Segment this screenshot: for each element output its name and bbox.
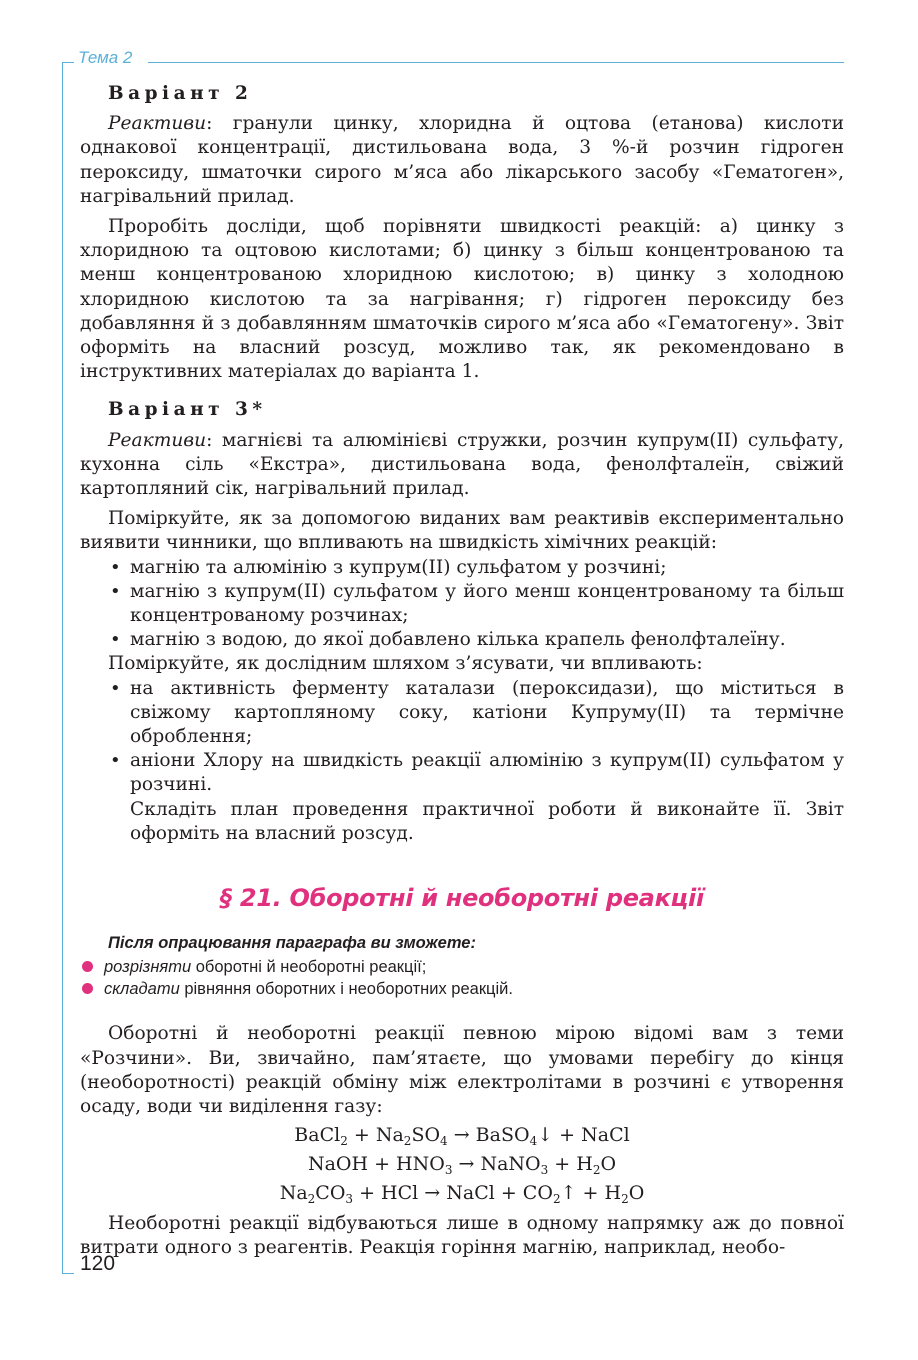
bullet-icon: • bbox=[110, 677, 121, 699]
learning-outcomes bbox=[80, 932, 844, 1000]
bullet-icon: • bbox=[110, 750, 121, 772]
variant-3-title: Варіант 3* bbox=[108, 399, 267, 421]
bullet-icon: • bbox=[110, 556, 121, 578]
variant-3-question-2: Поміркуйте, як дослідним шляхом з’ясувати, чи впливають: bbox=[108, 653, 703, 675]
variant-3-plan: Складіть план проведення практичної роботи й виконайте її. Звіт оформіть на власний розсуд. bbox=[130, 798, 844, 844]
variant-2-reagents bbox=[80, 112, 844, 209]
margin-rule bbox=[62, 62, 63, 1274]
bullet-icon bbox=[82, 961, 93, 972]
factor-list-1 bbox=[80, 556, 844, 653]
header-rule bbox=[62, 62, 74, 63]
reagents-text: : гранули цинку, хлоридна й оцтова (етанова) кислоти однакової концентрації, дистильована вода, 3 %-й розчин гідроген пероксиду, шматочки сирого м’яса або лікарського засобу «Гематоген», нагрівальний прилад. bbox=[80, 113, 844, 207]
section-outro: Необоротні реакції відбуваються лише в одному напрямку аж до повної витрати одного з реагентів. Реакція горіння магнію, наприклад, необо- bbox=[80, 1213, 844, 1259]
reagents-label: Реактиви bbox=[108, 429, 207, 451]
section-title: § 21. Оборотні й необоротні реакції bbox=[220, 884, 704, 913]
section-intro: Оборотні й необоротні реакції певною мірою відомі вам з теми «Розчини». Ви, звичайно, пам’ятаєте, що умовами перебігу до кінця (необоротності) реакцій обміну між електролітами в розчині є утворення осаду, води чи виділення газу: bbox=[80, 1023, 844, 1117]
variant-3-question-1: Поміркуйте, як за допомогою виданих вам реактивів експериментально виявити чинники, що впливають на швидкість хімічних реакцій: bbox=[80, 508, 844, 554]
equation-1: BaCl$_2$ + $Na_2SO_4$ → BaSO$_4$↓ + NaCl bbox=[294, 1124, 630, 1149]
header-rule-right bbox=[148, 62, 844, 63]
equation-3: $Na_2CO_3$ + HCl → NaCl + $CO_2↑ + H_2O$ bbox=[279, 1182, 645, 1207]
bullet-icon: • bbox=[110, 629, 121, 651]
reagents-label: Реактиви bbox=[108, 113, 207, 135]
page-content bbox=[80, 82, 844, 1261]
running-header-topic: Тема 2 bbox=[78, 48, 133, 67]
outcomes-title: Після опрацювання параграфа ви зможете: bbox=[108, 934, 476, 953]
variant-3-reagents bbox=[80, 429, 844, 502]
list-item: • магнію з купрум(ІІ) сульфатом у його менш концентрованому та більш концентрованому розчинах; bbox=[110, 580, 844, 627]
list-item: • магнію з водою, до якої добавлено кілька крапель фенолфталеїну. bbox=[80, 628, 844, 652]
bullet-icon: • bbox=[110, 580, 121, 602]
variant-2-title: Варіант 2 bbox=[108, 83, 253, 104]
reagents-text: : магнієві та алюмінієві стружки, розчин купрум(ІІ) сульфату, кухонна сіль «Екстра», дистильована вода, фенолфталеїн, свіжий картопляний сік, нагрівальний прилад. bbox=[80, 429, 844, 500]
equation-block bbox=[80, 1121, 844, 1208]
factor-list-2 bbox=[80, 677, 844, 798]
footer-rule bbox=[62, 1273, 74, 1274]
equation-2: NaOH + $HNO_3$ → NaNO$_3$ + $H_2O$ bbox=[307, 1153, 617, 1178]
page-number: 120 bbox=[80, 1252, 116, 1275]
bullet-icon bbox=[82, 983, 93, 994]
variant-2-task: Проробіть досліди, щоб порівняти швидкості реакцій: а) цинку з хлоридною та оцтовою кислотами; б) цинку з більш концентрованою та менш концентрованою хлоридною кислотою; в) цинку з холодною хлоридною кислотою та за нагрівання; г) гідроген пероксиду без добавляння й з добавлянням шматочків сирого м’яса або «Гематогену». Звіт оформіть на власний розсуд, можливо так, як рекомендовано в інструктивних матеріалах до варіанта 1. bbox=[80, 216, 844, 383]
outcome-item: розрізняти оборотні й необоротні реакції; bbox=[80, 956, 844, 978]
outcome-item: складати рівняння оборотних і необоротних реакцій. bbox=[80, 978, 844, 1000]
list-item: • на активність ферменту каталази (пероксидази), що міститься в свіжому картопляному соку, катіони Купруму(ІІ) та термічне оброблення; bbox=[110, 677, 844, 748]
outcomes-list bbox=[80, 956, 844, 1000]
list-item: • аніони Хлору на швидкість реакції алюмінію з купрум(ІІ) сульфатом у розчині. bbox=[110, 750, 844, 796]
list-item: • магнію та алюмінію з купрум(ІІ) сульфатом у розчині; bbox=[80, 556, 844, 580]
